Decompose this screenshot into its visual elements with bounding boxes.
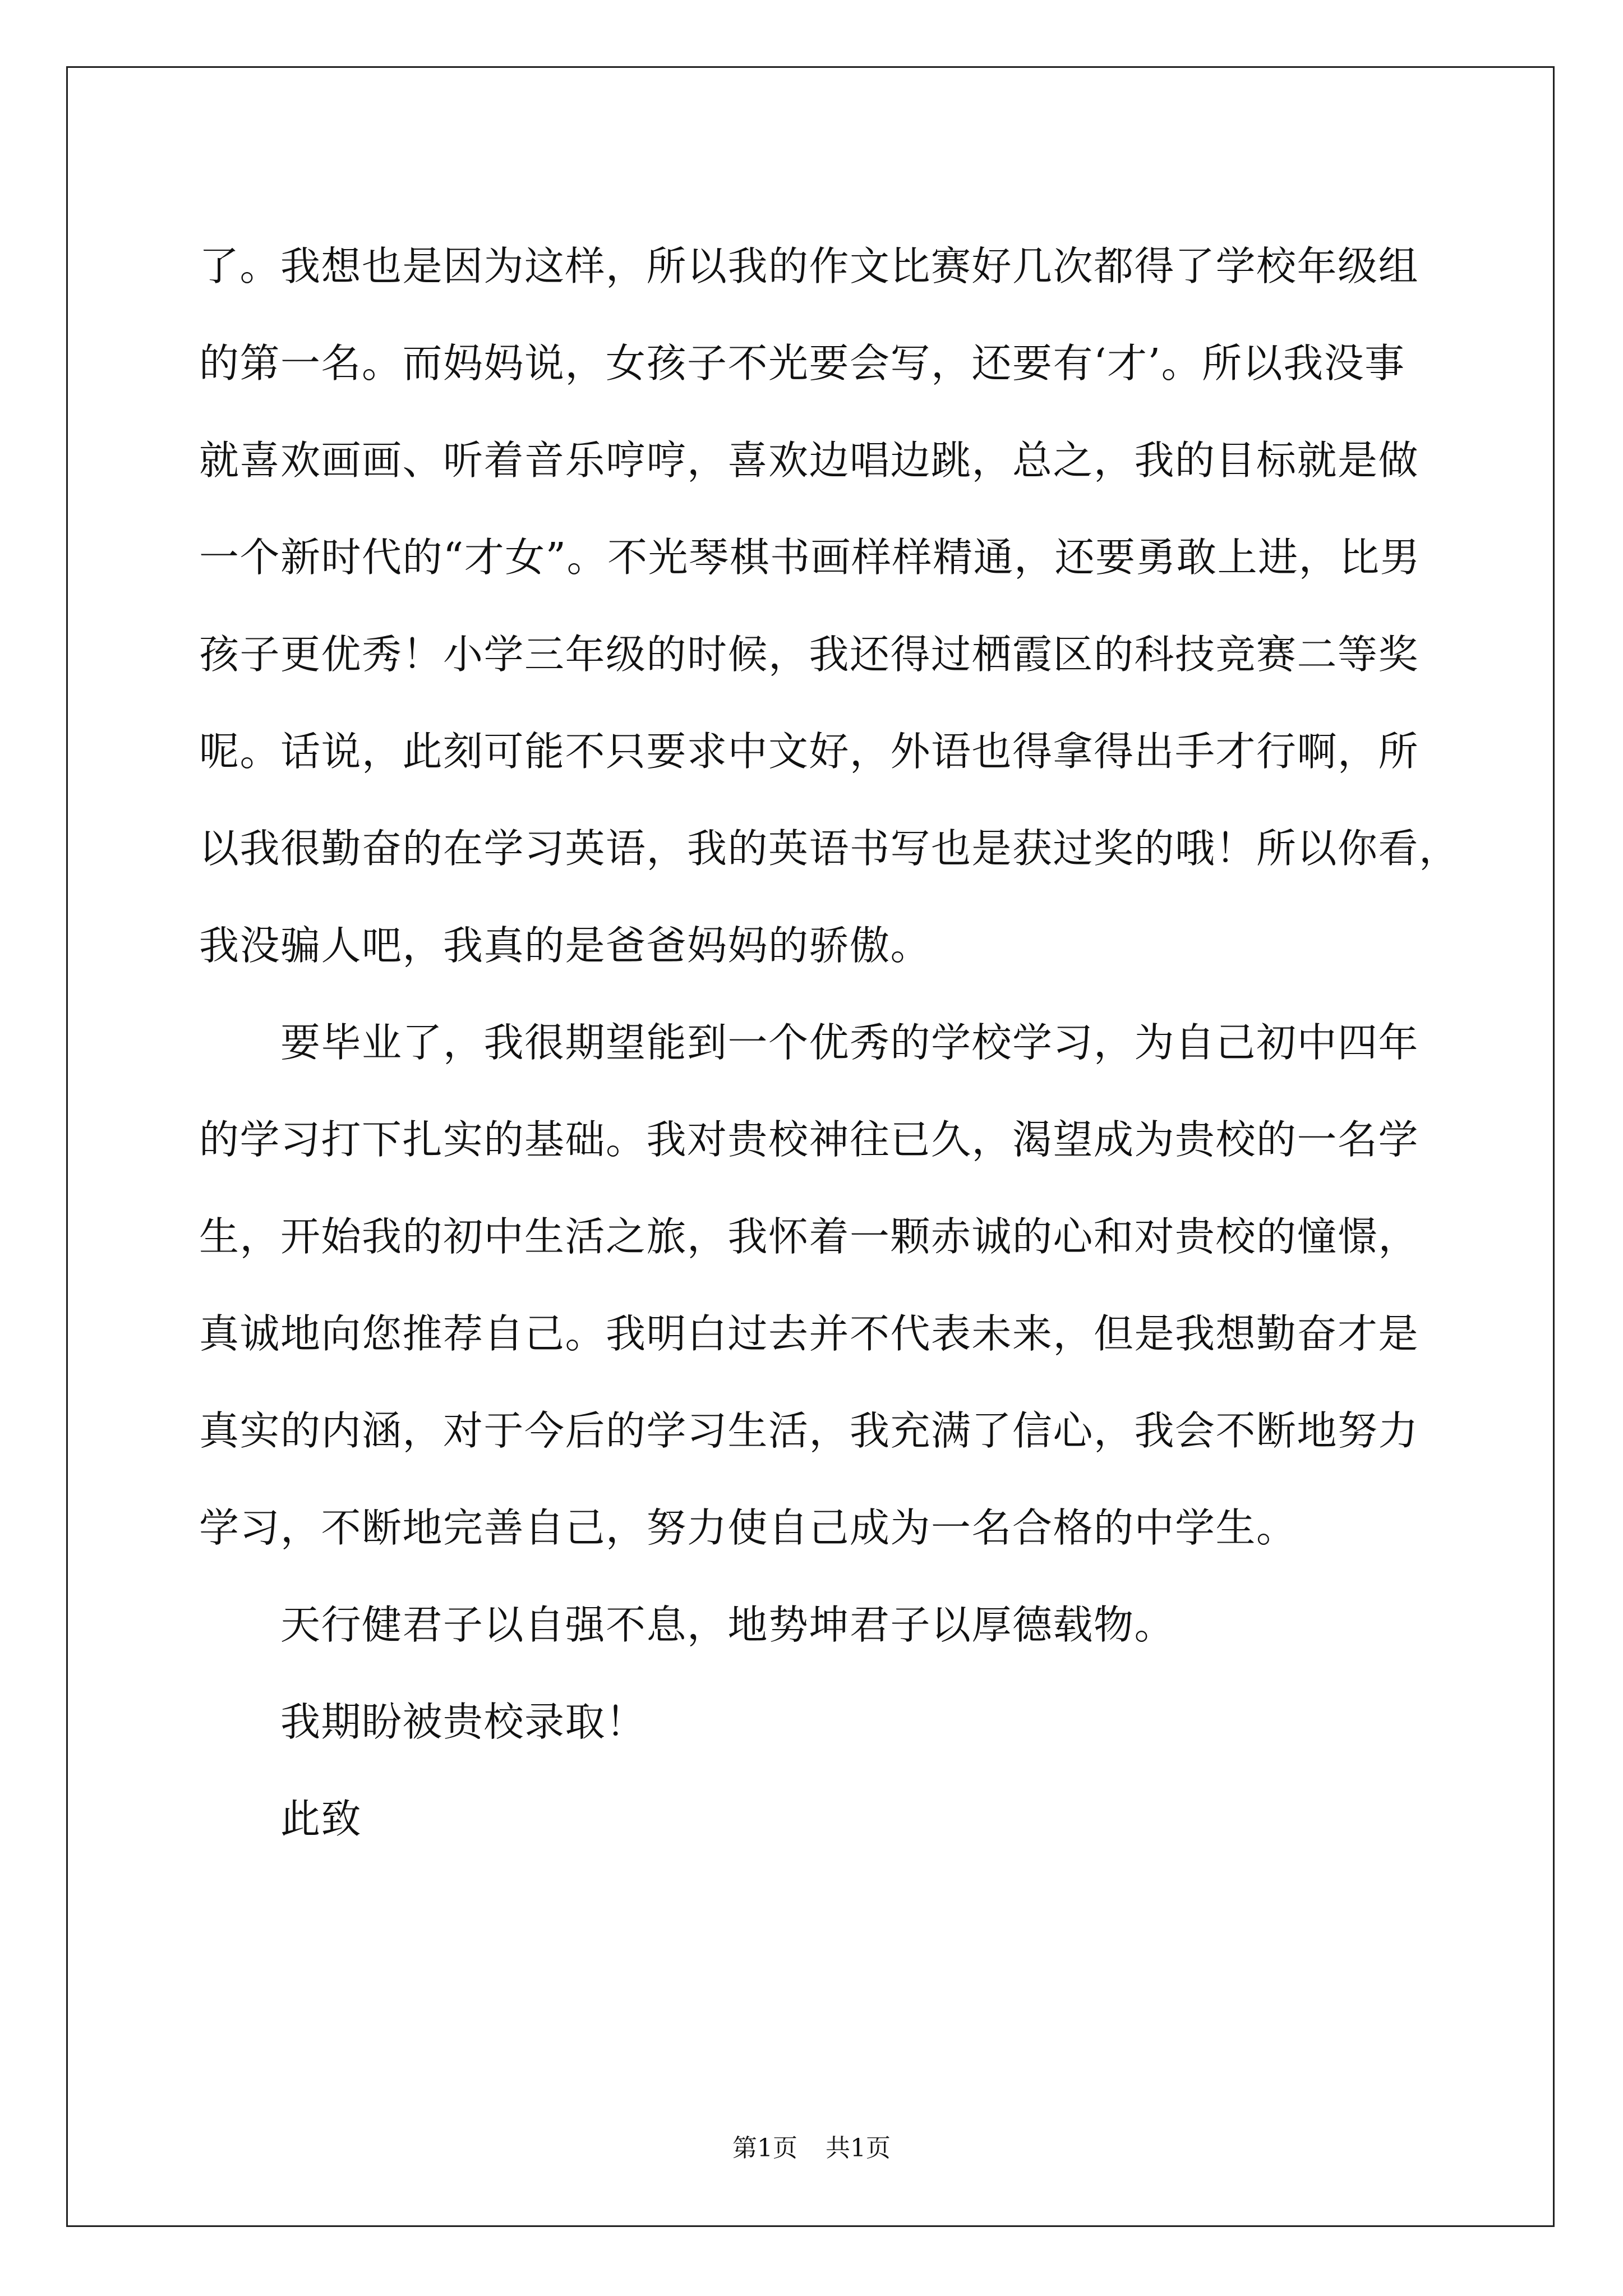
page-number: 第1页 (732, 2134, 797, 2162)
text-line: 真诚地向您推荐自己。我明白过去并不代表未来，但是我想勤奋才是 (199, 1310, 1419, 1357)
page-footer (0, 2132, 1623, 2165)
text-line: 呢。话说，此刻可能不只要求中文好，外语也得拿得出手才行啊，所 (199, 728, 1419, 775)
text-line: 的学习打下扎实的基础。我对贵校神往已久，渴望成为贵校的一名学 (199, 1116, 1419, 1163)
text-line: 学习，不断地完善自己，努力使自己成为一名合格的中学生。 (199, 1504, 1297, 1551)
document-body (199, 218, 1460, 1867)
text-line: 我没骗人吧，我真的是爸爸妈妈的骄傲。 (199, 922, 932, 969)
text-line: 此致 (280, 1796, 362, 1842)
text-line: 了。我想也是因为这样，所以我的作文比赛好几次都得了学校年级组 (199, 243, 1419, 289)
text-line: 我期盼被贵校录取！ (280, 1699, 647, 1745)
page-total: 共1页 (826, 2134, 891, 2162)
text-line: 真实的内涵，对于今后的学习生活，我充满了信心，我会不断地努力 (199, 1407, 1419, 1454)
text-line: 一个新时代的“才女”。不光琴棋书画样样精通，还要勇敢上进，比男 (199, 534, 1421, 581)
text-line: 生，开始我的初中生活之旅，我怀着一颗赤诚的心和对贵校的憧憬， (199, 1213, 1419, 1260)
text-line: 以我很勤奋的在学习英语，我的英语书写也是获过奖的哦！所以你看， (199, 825, 1460, 872)
text-line: 就喜欢画画、听着音乐哼哼，喜欢边唱边跳，总之，我的目标就是做 (199, 437, 1419, 484)
text-line: 的第一名。而妈妈说，女孩子不光要会写，还要有‘才’。所以我没事 (199, 340, 1405, 386)
text-line: 孩子更优秀！小学三年级的时候，我还得过栖霞区的科技竞赛二等奖 (199, 631, 1419, 678)
text-line: 天行健君子以自强不息，地势坤君子以厚德载物。 (280, 1602, 1175, 1648)
text-line: 要毕业了，我很期望能到一个优秀的学校学习，为自己初中四年 (280, 1019, 1419, 1066)
